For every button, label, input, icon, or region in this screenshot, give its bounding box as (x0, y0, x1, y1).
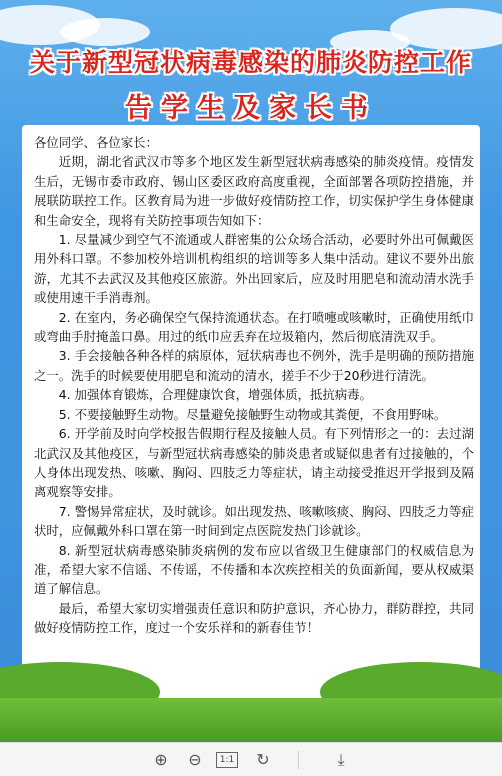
paragraph: 最后，希望大家切实增强责任意识和防护意识，齐心协力，群防群控，共同做好疫情防控工作，度过一个安乐祥和的新春佳节！ (34, 600, 474, 636)
download-icon[interactable]: ⤓ (337, 750, 345, 769)
paragraph: 6. 开学前及时向学校报告假期行程及接触人员。有下列情形之一的：去过湖北武汉及其他疫区，与新型冠状病毒感染的肺炎患者或疑似患者有过接触的，个人身体出现发热、咳嗽、胸闷、四肢乏力等症状，请主动接受推迟开学报到及隔离观察等安排。 (34, 426, 474, 500)
paragraph: 4. 加强体育锻炼，合理健康饮食，增强体质，抵抗病毒。 (58, 387, 372, 403)
paragraph: 5. 不要接触野生动物。尽量避免接触野生动物或其粪便，不食用野味。 (58, 406, 447, 422)
rotate-icon[interactable]: ↻ (256, 750, 270, 769)
zoom-in-icon[interactable]: ⊕ (154, 750, 168, 769)
notice-body (34, 133, 474, 638)
greeting: 各位同学、各位家长： (34, 135, 158, 150)
notice-subtitle: 告学生及家长书 (125, 93, 377, 124)
paragraph: 1. 尽量减少到空气不流通或人群密集的公众场合活动，必要时外出可佩戴医用外科口罩。不参加校外培训机构组织的培训等多人集中活动。建议不要外出旅游，尤其不去武汉及其他疫区旅游。外出回家后，应及时用肥皂和流动清水洗手或使用速干手消毒剂。 (34, 232, 474, 306)
zoom-out-icon[interactable]: ⊖ (188, 750, 202, 769)
paragraph: 近期，湖北省武汉市等多个地区发生新型冠状病毒感染的肺炎疫情。疫情发生后，无锡市委市政府、锡山区委区政府高度重视，全面部署各项防控措施，并展联防联控工作。区教育局为进一步做好疫情防控工作，切实保护学生身体健康和生命安全，现将有关防控事项告知如下： (34, 154, 474, 228)
cloud-decoration (60, 18, 150, 46)
paragraph: 7. 警惕异常症状，及时就诊。如出现发热、咳嗽咳痰、胸闷、四肢乏力等症状时，应佩戴外科口罩在第一时间到定点医院发热门诊就诊。 (34, 503, 474, 539)
paragraph: 8. 新型冠状病毒感染肺炎病例的发布应以省级卫生健康部门的权威信息为准，希望大家不信谣、不传谣，不传播和本次疾控相关的负面新闻，要从权威渠道了解信息。 (34, 542, 474, 597)
notice-title: 关于新型冠状病毒感染的肺炎防控工作 (29, 48, 472, 77)
toolbar-divider (298, 751, 299, 769)
paragraph: 3. 手会接触各种各样的病原体，冠状病毒也不例外，洗手是明确的预防措施之一。洗手的时候要使用肥皂和流动的清水，搓手不少于20秒进行清洗。 (34, 348, 474, 383)
grass-decoration (0, 698, 502, 742)
image-viewer-toolbar (0, 742, 502, 776)
actual-size-button[interactable]: 1:1 (216, 752, 238, 768)
paragraph: 2. 在室内，务必确保空气保持流通状态。在打喷嚏或咳嗽时，正确使用纸巾或弯曲手肘掩盖口鼻。用过的纸巾应丢弃在垃圾箱内，然后彻底清洗双手。 (34, 309, 474, 345)
